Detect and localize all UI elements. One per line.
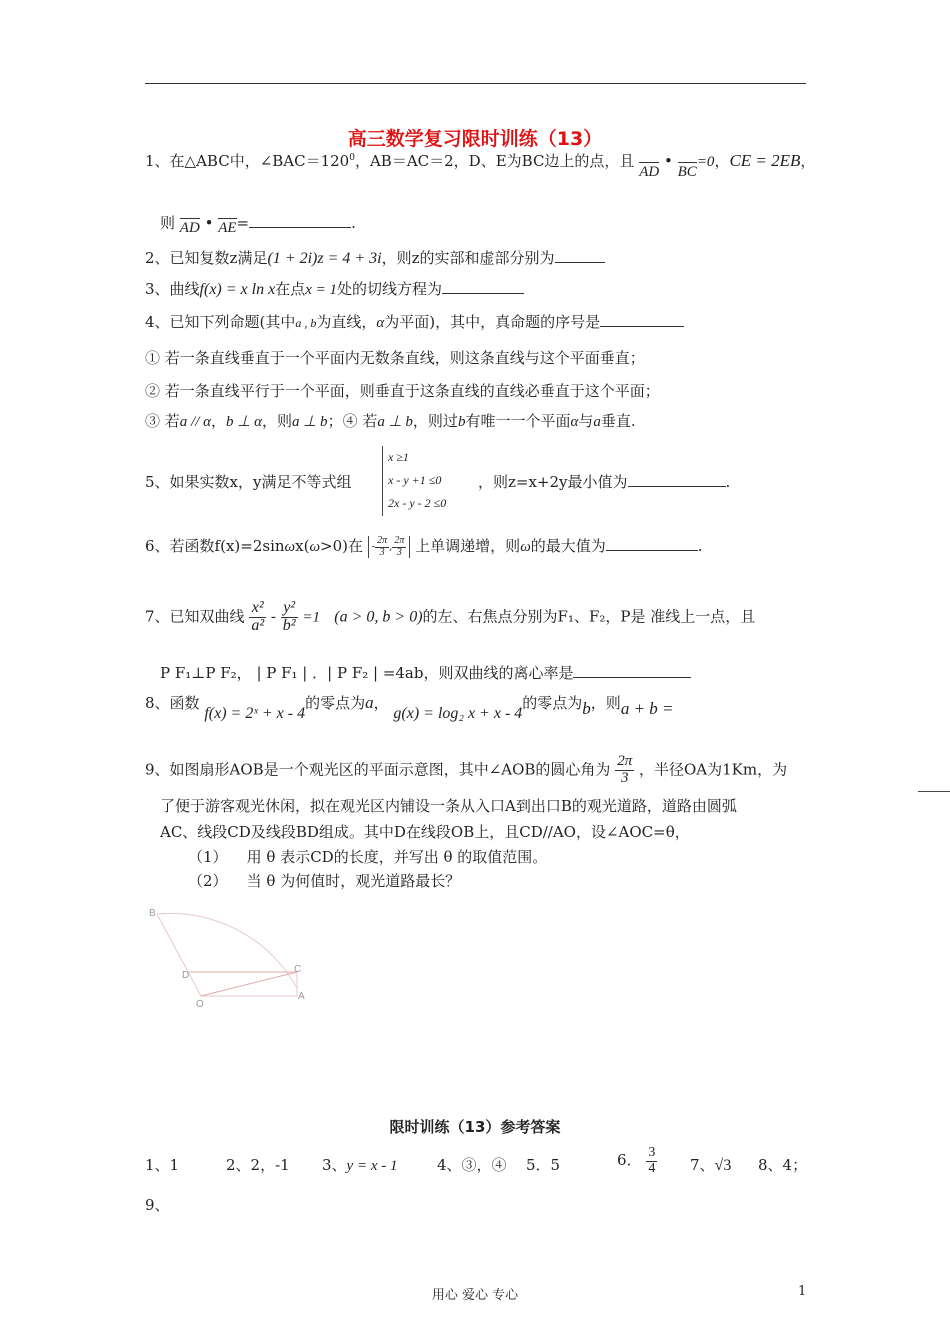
- q8-sum: a + b =: [620, 699, 674, 718]
- q3-answer-blank: [442, 279, 524, 294]
- answer-6-label: 6．: [617, 1151, 642, 1170]
- answers-title: 限时训练（13）参考答案: [389, 1118, 561, 1136]
- answer-3: [322, 1154, 397, 1175]
- q6-text-c: >0)在: [320, 537, 363, 555]
- q4-i3-o: 垂直.: [600, 412, 636, 430]
- q3-expression: f(x) = x ln x: [199, 281, 276, 298]
- q1-eq-zero: =0: [696, 154, 715, 170]
- q8-text-b: 的零点为: [305, 694, 366, 712]
- q4-i3-k: 有唯一一个平面: [465, 412, 571, 430]
- q6-period: .: [697, 537, 703, 555]
- q2-text-a: 2、已知复数z满足: [145, 249, 268, 267]
- q9-angle-den: 3: [615, 770, 634, 787]
- q7-eq-one: =1: [302, 609, 320, 626]
- answer-8: 8、4；: [758, 1156, 808, 1174]
- q4-i3-i: ，则过: [412, 412, 458, 430]
- q5-inequality-2: x - y +1 ≤0: [388, 473, 442, 487]
- q3-text-a: 3、曲线: [145, 280, 200, 298]
- q6-interval: - $\frac{2\pi}{3}$ , $\frac{2\pi}{3}$: [368, 536, 411, 558]
- question-7-line-1: [145, 600, 755, 635]
- q1-vector-ad: AD: [639, 164, 660, 180]
- q7-x-den: a²: [251, 616, 265, 634]
- q1-vector-ad-2: AD: [179, 220, 200, 236]
- q3-point: x = 1: [305, 282, 337, 298]
- q4-lines-ab: a , b: [295, 316, 317, 330]
- q9-sub2-text: 当 θ 为何值时，观光道路最长？: [246, 872, 461, 890]
- question-5-text-b: [478, 471, 730, 492]
- q8-comma: ，: [373, 694, 389, 712]
- q7-y-num: y²: [281, 600, 298, 618]
- q8-a-var: a: [365, 693, 374, 712]
- q3-text-c: 处的切线方程为: [337, 280, 443, 298]
- question-3: [145, 278, 524, 299]
- q5-period: .: [725, 473, 731, 491]
- q6-left-bound: [375, 536, 389, 558]
- page-title: 高三数学复习限时训练（13）: [347, 128, 603, 150]
- margin-mark: [918, 791, 950, 792]
- q4-text-a: 4、已知下列命题(其中: [145, 313, 296, 331]
- segment-oc: [201, 972, 297, 996]
- q4-item-3-4: [145, 410, 636, 431]
- q4-i3-a: ③ 若: [145, 412, 180, 430]
- question-1-line-2: [160, 212, 356, 236]
- q5-inequality-system: [382, 446, 446, 516]
- question-4: [145, 311, 684, 332]
- q5-inequality-3: 2x - y - 2 ≤0: [388, 496, 447, 510]
- label-d: D: [182, 970, 190, 981]
- q4-i3-l: α: [570, 414, 579, 430]
- q4-i3-n: a: [593, 414, 601, 430]
- answer-7-value: √3: [714, 1157, 732, 1174]
- answer-1: 1、1: [145, 1156, 180, 1174]
- question-2: [145, 247, 605, 268]
- q9-angle-fraction: [615, 754, 634, 787]
- q6-neg-sign: -: [371, 541, 376, 553]
- label-b: B: [149, 908, 156, 919]
- answer-9: 9、: [145, 1196, 170, 1214]
- answer-6-den: 4: [648, 1160, 656, 1176]
- q6-left-num: 2π: [377, 535, 388, 546]
- q6-left-den: 3: [379, 546, 385, 558]
- q1-condition: CE = 2EB: [729, 151, 801, 170]
- q9-text-a: 9、如图扇形AOB是一个观光区的平面示意图，其中∠AOB的圆心角为: [145, 760, 611, 779]
- q1-vector-bc: BC: [677, 164, 697, 180]
- q4-answer-blank: [600, 312, 684, 327]
- q9-text-b: ，半径OA为1Km，为: [639, 760, 788, 779]
- q8-g-expression: g(x) = log₂ x + x - 4: [393, 705, 523, 722]
- q7-text-c: P F₁⊥P F₂， | P F₁ | ．| P F₂ | =4ab，则双曲线的离心率是: [160, 664, 574, 682]
- answer-3-label: 3、: [322, 1156, 347, 1174]
- q9-subquestion-1: [188, 846, 547, 867]
- page-footer: 用心 爱心 专心: [431, 1288, 519, 1303]
- q5-text-b: ，则z=x+2y最小值为: [478, 473, 628, 491]
- q8-text-d: 的零点为: [522, 694, 583, 712]
- q8-f-expression: f(x) = 2ˣ + x - 4: [204, 705, 306, 722]
- sector-figure: [145, 900, 315, 1010]
- question-6: [145, 535, 703, 558]
- question-9-line-1: [145, 754, 787, 787]
- q1-answer-blank: [249, 213, 351, 228]
- q7-x-num: x²: [249, 600, 266, 618]
- question-8: [145, 692, 674, 722]
- q6-text-e: 的最大值为: [530, 537, 606, 555]
- q1-dot-2: •: [204, 214, 214, 232]
- q2-expression: (1 + 2i)z = 4 + 3i: [267, 250, 382, 267]
- q4-i3-d: b ⊥ α: [226, 414, 262, 430]
- answer-7: [690, 1154, 731, 1175]
- question-1-line-1: [145, 150, 816, 180]
- q4-i3-f: a ⊥ b: [291, 414, 328, 430]
- q4-item-1: ① 若一条直线垂直于一个平面内无数条直线，则这条直线与这个平面垂直；: [145, 349, 645, 367]
- q2-text-b: ，则z的实部和虚部分别为: [381, 249, 555, 267]
- q6-right-den: 3: [396, 546, 402, 558]
- q6-text-b: x(: [295, 537, 310, 555]
- q3-text-b: 在点: [275, 280, 306, 298]
- q2-answer-blank: [555, 248, 605, 263]
- q6-right-bound: [392, 536, 406, 558]
- header-rule: [145, 83, 806, 84]
- q4-alpha: α: [376, 315, 385, 331]
- answer-2: 2、2，-1: [226, 1156, 290, 1174]
- q4-i3-c: ，: [211, 412, 227, 430]
- q9-angle-num: 2π: [617, 753, 633, 769]
- q6-omega-2: ω: [309, 539, 321, 555]
- answer-5: 5．5: [526, 1156, 561, 1174]
- q7-minus: -: [270, 607, 276, 626]
- q7-y-den: b²: [282, 616, 296, 634]
- answer-3-expr: y = x - 1: [346, 1158, 398, 1174]
- q4-i3-g: ；④ 若: [327, 412, 378, 430]
- answer-6-num: 3: [648, 1145, 656, 1160]
- q1-degree: 0: [349, 153, 355, 163]
- q1-dot: •: [664, 152, 673, 170]
- q1-eq: =: [236, 214, 250, 232]
- q8-text-e: ，则: [590, 694, 621, 712]
- q5-inequality-1: x ≥1: [388, 450, 409, 464]
- answer-6-fraction: [646, 1146, 657, 1176]
- q4-text-c: 为平面)，其中，真命题的序号是: [384, 313, 601, 331]
- q9-line-2: 了便于游客观光休闲，拟在观光区内铺设一条从入口A到出口B的观光道路，道路由圆弧: [160, 797, 737, 815]
- q6-text-d: 上单调递增，则: [415, 537, 521, 555]
- q4-i3-b: a // α: [179, 414, 211, 430]
- q4-i3-m: 与: [578, 412, 594, 430]
- q9-sub2-number: （2）: [188, 872, 228, 890]
- segment-bo: [157, 914, 201, 996]
- answer-7-label: 7、: [690, 1156, 715, 1174]
- q7-text-b: 的左、右焦点分别为F₁、F₂，P是 准线上一点，且: [422, 607, 756, 626]
- q6-text-a: 6、若函数f(x)=2sin: [145, 537, 285, 555]
- q7-condition: (a > 0, b > 0): [334, 608, 423, 626]
- question-7-line-2: [160, 662, 691, 683]
- q5-answer-blank: [628, 472, 726, 487]
- q7-y-fraction: [281, 600, 298, 635]
- q4-item-2: ② 若一条直线平行于一个平面，则垂直于这条直线的直线必垂直于这个平面；: [145, 382, 660, 400]
- q6-omega: ω: [284, 539, 296, 555]
- page-number: 1: [798, 1284, 807, 1299]
- q7-answer-blank: [573, 663, 691, 678]
- q8-b-var: b: [582, 699, 591, 718]
- q1-vector-ae: AE: [218, 220, 237, 236]
- q6-answer-blank: [606, 536, 698, 551]
- label-a: A: [298, 991, 305, 1002]
- q1-then: 则: [160, 214, 176, 232]
- q1-text-a: 1、在△ABC中，∠BAC＝120: [145, 152, 350, 170]
- q7-x-fraction: [249, 600, 266, 635]
- answer-6: [617, 1146, 657, 1176]
- q4-i3-h: a ⊥ b: [377, 414, 413, 430]
- q1-comma: ，: [714, 152, 730, 170]
- q7-text-a: 7、已知双曲线: [145, 607, 245, 626]
- q6-omega-3: ω: [520, 539, 531, 555]
- q4-text-b: 为直线，: [316, 313, 377, 331]
- q9-subquestion-2: [188, 870, 460, 891]
- q1-comma-2: ，: [800, 152, 816, 170]
- q4-i3-e: ，则: [261, 412, 292, 430]
- q6-right-num: 2π: [394, 535, 405, 546]
- q1-text-b: ，AB＝AC＝2，D、E为BC边上的点，且: [354, 152, 635, 170]
- question-5-text-a: 5、如果实数x，y满足不等式组: [145, 473, 352, 491]
- q8-text-a: 8、函数: [145, 694, 200, 712]
- answer-4: 4、③，④: [437, 1156, 507, 1174]
- label-o: O: [196, 999, 204, 1010]
- q1-period: .: [351, 214, 356, 232]
- q9-sub1-text: 用 θ 表示CD的长度，并写出 θ 的取值范围。: [246, 848, 548, 866]
- label-c: C: [294, 964, 302, 975]
- q9-line-3: AC、线段CD及线段BD组成。其中D在线段OB上，且CD//AO，设∠AOC=θ，: [160, 823, 690, 841]
- q9-sub1-number: （1）: [188, 848, 228, 866]
- q4-i3-j: b: [457, 414, 466, 430]
